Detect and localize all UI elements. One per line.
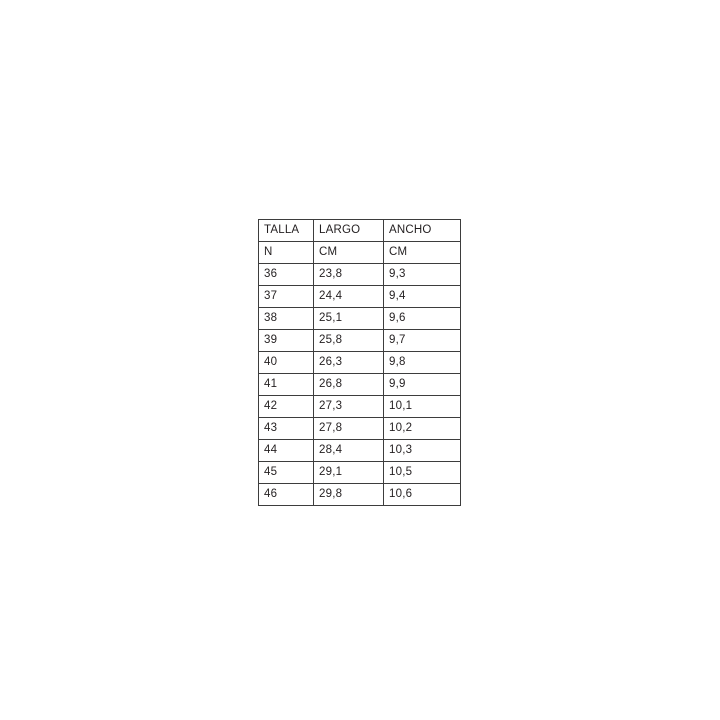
cell-largo: 25,8 bbox=[314, 330, 384, 352]
table-row bbox=[259, 396, 461, 418]
unit-ancho: CM bbox=[384, 242, 461, 264]
cell-ancho: 10,1 bbox=[384, 396, 461, 418]
table-row bbox=[259, 440, 461, 462]
cell-talla: 37 bbox=[259, 286, 314, 308]
cell-talla: 45 bbox=[259, 462, 314, 484]
cell-talla: 38 bbox=[259, 308, 314, 330]
cell-ancho: 10,5 bbox=[384, 462, 461, 484]
table-row bbox=[259, 484, 461, 506]
unit-talla: N bbox=[259, 242, 314, 264]
table-row bbox=[259, 264, 461, 286]
cell-ancho: 9,6 bbox=[384, 308, 461, 330]
cell-talla: 42 bbox=[259, 396, 314, 418]
cell-ancho: 9,9 bbox=[384, 374, 461, 396]
size-chart-table bbox=[258, 219, 461, 506]
size-chart-container bbox=[258, 219, 460, 506]
cell-largo: 29,8 bbox=[314, 484, 384, 506]
cell-ancho: 10,6 bbox=[384, 484, 461, 506]
table-row bbox=[259, 418, 461, 440]
table-row bbox=[259, 286, 461, 308]
cell-largo: 25,1 bbox=[314, 308, 384, 330]
unit-largo: CM bbox=[314, 242, 384, 264]
table-header-row bbox=[259, 220, 461, 242]
cell-ancho: 9,4 bbox=[384, 286, 461, 308]
cell-talla: 44 bbox=[259, 440, 314, 462]
cell-ancho: 10,2 bbox=[384, 418, 461, 440]
cell-largo: 29,1 bbox=[314, 462, 384, 484]
cell-talla: 40 bbox=[259, 352, 314, 374]
table-row bbox=[259, 330, 461, 352]
column-header-ancho: ANCHO bbox=[384, 220, 461, 242]
cell-largo: 24,4 bbox=[314, 286, 384, 308]
table-row bbox=[259, 308, 461, 330]
cell-ancho: 9,3 bbox=[384, 264, 461, 286]
table-units-row bbox=[259, 242, 461, 264]
cell-ancho: 9,8 bbox=[384, 352, 461, 374]
cell-talla: 39 bbox=[259, 330, 314, 352]
cell-largo: 27,3 bbox=[314, 396, 384, 418]
cell-ancho: 10,3 bbox=[384, 440, 461, 462]
table-row bbox=[259, 374, 461, 396]
cell-largo: 28,4 bbox=[314, 440, 384, 462]
column-header-talla: TALLA bbox=[259, 220, 314, 242]
column-header-largo: LARGO bbox=[314, 220, 384, 242]
cell-talla: 41 bbox=[259, 374, 314, 396]
size-chart-body bbox=[259, 220, 461, 506]
table-row bbox=[259, 352, 461, 374]
cell-ancho: 9,7 bbox=[384, 330, 461, 352]
cell-largo: 26,3 bbox=[314, 352, 384, 374]
table-row bbox=[259, 462, 461, 484]
cell-largo: 27,8 bbox=[314, 418, 384, 440]
cell-largo: 23,8 bbox=[314, 264, 384, 286]
cell-talla: 46 bbox=[259, 484, 314, 506]
cell-talla: 43 bbox=[259, 418, 314, 440]
cell-talla: 36 bbox=[259, 264, 314, 286]
cell-largo: 26,8 bbox=[314, 374, 384, 396]
